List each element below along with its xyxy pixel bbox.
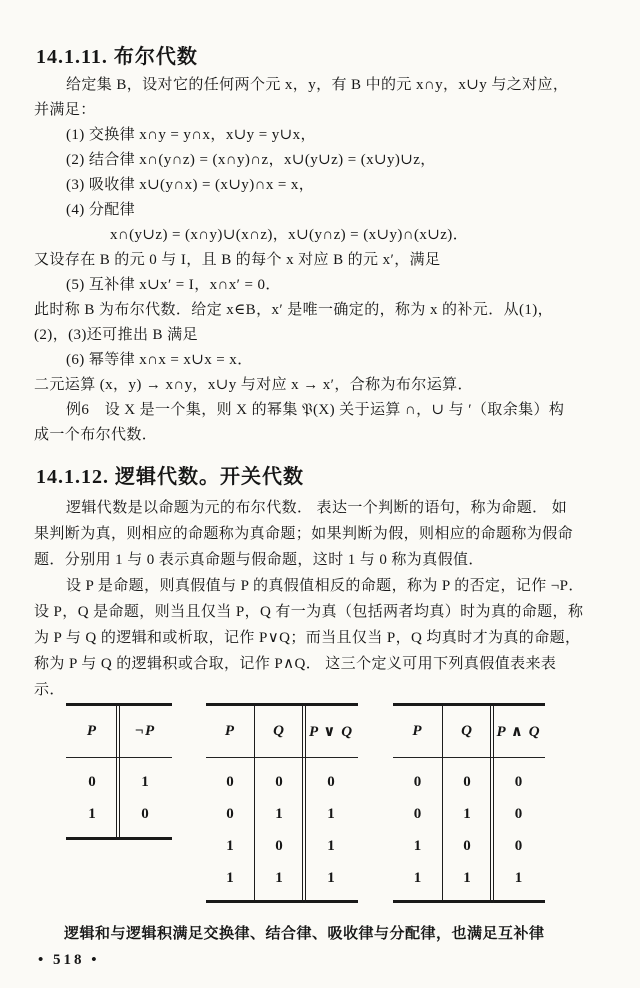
- truth-table-negation: [66, 703, 172, 840]
- table-cell: 0: [275, 773, 283, 790]
- section-1-body: [34, 73, 612, 448]
- table-cell: 1: [327, 805, 335, 822]
- table-cell: 0: [463, 837, 471, 854]
- table-cell: 1: [413, 869, 422, 886]
- table-cell: 1: [275, 805, 283, 822]
- table-cell: 1: [463, 805, 471, 822]
- column-rule: [442, 706, 443, 900]
- text-line: 为 P 与 Q 的逻辑和或析取，记作 P∨Q；而当且仅当 P，Q 均真时才为真的命题，: [34, 630, 581, 646]
- text-line: 逻辑代数是以命题为元的布尔代数． 表达一个判断的语句，称为命题． 如: [66, 500, 568, 516]
- text-line: 题．分别用 1 与 0 表示真命题与假命题，这时 1 与 0 称为真假值．: [34, 552, 484, 568]
- table-header-row: [206, 706, 358, 758]
- text-line: (5) 互补律 x∪x′ = I，x∩x′ = 0．: [66, 277, 281, 293]
- column-header: P: [412, 723, 423, 739]
- example-line: 例6 设 X 是一个集，则 X 的幂集 𝔓(X) 关于运算 ∩，∪ 与 ′（取余集）构: [66, 402, 565, 418]
- text-line: 给定集 B，设对它的任何两个元 x，y，有 B 中的元 x∩y，x∪y 与之对应，: [66, 77, 569, 93]
- table-cell: 0: [514, 837, 523, 854]
- table-header-row: [393, 706, 545, 758]
- column-header: Q: [273, 723, 285, 739]
- page-number: • 518 •: [38, 952, 100, 968]
- table-row: [393, 766, 545, 798]
- table-cell: 1: [327, 869, 335, 886]
- table-body: [206, 766, 358, 894]
- table-cell: 1: [141, 773, 149, 790]
- section-1-heading: 14.1.11. 布尔代数: [36, 46, 198, 68]
- truth-table-disjunction: [206, 703, 358, 903]
- table-row: [393, 862, 545, 894]
- text-line: 果判断为真，则相应的命题称为真命题；如果判断为假，则相应的命题称为假命: [34, 526, 574, 542]
- text-line: 称为 P 与 Q 的逻辑积或合取，记作 P∧Q． 这三个定义可用下列真假值表来表: [34, 656, 557, 672]
- table-cell: 1: [514, 869, 523, 886]
- table-cell: 1: [327, 837, 335, 854]
- table-cell: 0: [514, 773, 523, 790]
- double-rule: [490, 704, 494, 903]
- table-cell: 0: [327, 773, 335, 790]
- column-header: ¬P: [134, 723, 156, 739]
- column-header: P ∨ Q: [308, 724, 354, 740]
- table-cell: 1: [226, 869, 234, 886]
- column-header: P: [224, 723, 236, 739]
- text-line: 示．: [34, 682, 65, 698]
- column-header: P: [86, 723, 98, 739]
- table-cell: 1: [275, 869, 283, 886]
- table-cell: 1: [226, 837, 234, 854]
- tables-caption: 逻辑和与逻辑积满足交换律、结合律、吸收律与分配律，也满足互补律: [64, 926, 545, 942]
- table-body: [393, 766, 545, 894]
- text-line: 成一个布尔代数．: [34, 427, 158, 443]
- text-line: (3) 吸收律 x∪(y∩x) = (x∪y)∩x = x，: [66, 177, 315, 193]
- text-line: 设 P，Q 是命题，则当且仅当 P，Q 有一为真（包括两者均真）时为真的命题，称: [34, 604, 584, 620]
- table-cell: 0: [514, 805, 523, 822]
- table-cell: 0: [275, 837, 283, 854]
- text-line: (1) 交换律 x∩y = y∩x，x∪y = y∪x，: [66, 127, 316, 143]
- table-row: [206, 830, 358, 862]
- table-cell: 0: [226, 805, 234, 822]
- table-row: [206, 798, 358, 830]
- text-line: 此时称 B 为布尔代数．给定 x∈B，x′ 是唯一确定的，称为 x 的补元．从(1)，: [34, 302, 554, 318]
- table-cell: 1: [88, 805, 96, 822]
- table-cell: 0: [226, 773, 234, 790]
- double-rule: [116, 704, 120, 840]
- column-header: Q: [461, 723, 473, 739]
- table-row: [206, 862, 358, 894]
- text-line: (2) 结合律 x∩(y∩z) = (x∩y)∩z，x∪(y∪z) = (x∪y)∪z，: [66, 152, 436, 168]
- section-2-heading: 14.1.12. 逻辑代数。开关代数: [36, 466, 304, 488]
- table-cell: 0: [413, 773, 422, 790]
- text-line: 设 P 是命题，则真假值与 P 的真假值相反的命题，称为 P 的否定，记作 ¬P．: [66, 578, 584, 594]
- table-cell: 0: [463, 773, 471, 790]
- table-row: [206, 766, 358, 798]
- table-cell: 0: [88, 773, 96, 790]
- table-row: [393, 798, 545, 830]
- text-line: (4) 分配律: [66, 202, 136, 218]
- text-line: 并满足：: [34, 102, 96, 118]
- truth-table-conjunction: [393, 703, 545, 903]
- text-line: (2)，(3)还可推出 B 满足: [34, 327, 198, 343]
- table-cell: 1: [463, 869, 471, 886]
- formula-line: x∩(y∪z) = (x∩y)∪(x∩z)，x∪(y∩z) = (x∪y)∩(x∪z)．: [110, 227, 469, 243]
- table-cell: 1: [413, 837, 422, 854]
- section-2-body: [34, 495, 612, 703]
- text-line: (6) 幂等律 x∩x = x∪x = x．: [66, 352, 253, 368]
- double-rule: [302, 704, 306, 903]
- column-header: P ∧ Q: [496, 724, 541, 740]
- text-line: 二元运算 (x，y) → x∩y，x∪y 与对应 x → x′，合称为布尔运算．: [34, 377, 473, 393]
- table-cell: 0: [413, 805, 422, 822]
- text-line: 又设存在 B 的元 0 与 I，且 B 的每个 x 对应 B 的元 x′，满足: [34, 252, 441, 268]
- table-row: [393, 830, 545, 862]
- table-cell: 0: [141, 805, 149, 822]
- column-rule: [254, 706, 255, 900]
